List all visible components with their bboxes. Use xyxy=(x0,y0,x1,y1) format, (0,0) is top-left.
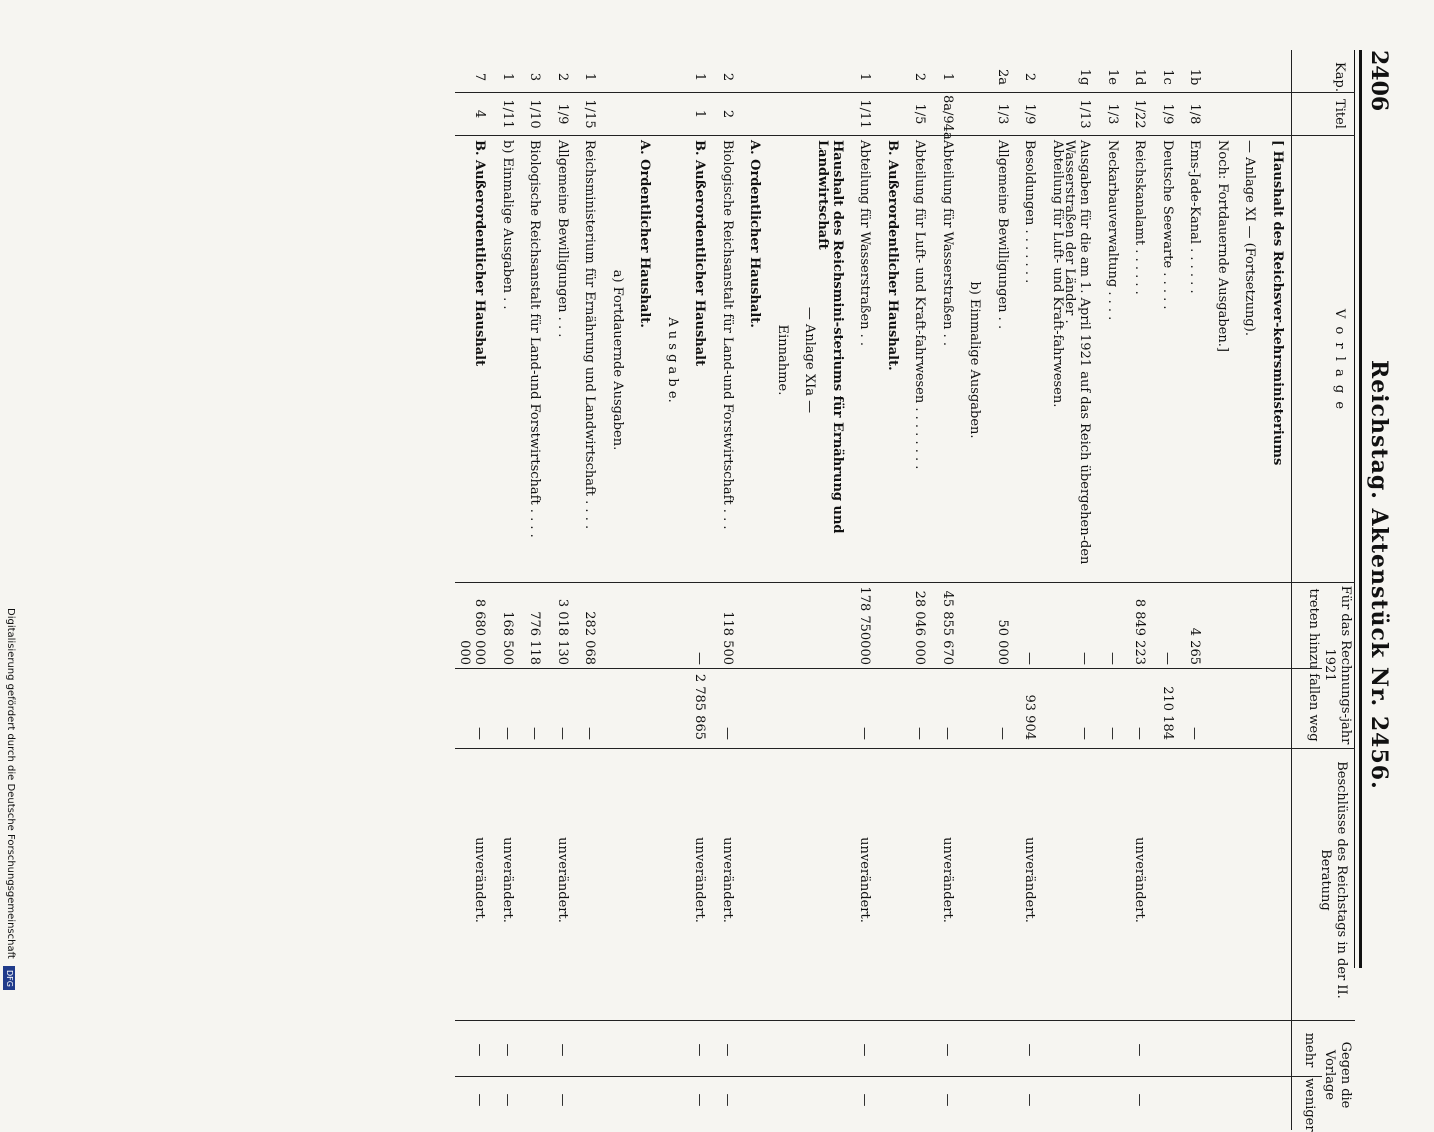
kap-cell: 2 xyxy=(912,72,928,82)
table-row xyxy=(961,0,983,1000)
kap-cell: 1g xyxy=(1077,68,1093,86)
table-row xyxy=(1263,0,1285,1000)
description-cell: Haushalt des Reichsmini-steriums für Ernährung und Landwirtschaft xyxy=(815,140,845,534)
amount-weg-cell: — xyxy=(1132,727,1148,740)
mehr-cell: — xyxy=(857,1043,873,1057)
description-cell: B. Außerordentlicher Haushalt xyxy=(472,140,488,367)
description-cell: Abteilung für Wasserstraßen . . xyxy=(857,140,873,347)
table-row xyxy=(493,0,515,1107)
dfg-logo: DFG xyxy=(3,966,15,990)
weniger-cell: — xyxy=(857,1093,873,1107)
page-number: 2406 xyxy=(1366,50,1392,112)
col-head-beschluesse: Beschlüsse des Reichstags in der II. Beratung xyxy=(1318,761,1349,999)
kap-cell: 1 xyxy=(692,72,708,82)
beschluss-cell: unverändert. xyxy=(500,837,515,923)
table-row xyxy=(686,0,708,1107)
page-title: Reichstag. Aktenstück Nr. 2456. xyxy=(1366,360,1392,790)
weniger-cell: — xyxy=(720,1093,735,1107)
weniger-cell: — xyxy=(500,1093,515,1107)
titel-cell: 4 xyxy=(472,109,488,119)
amount-weg-cell: — xyxy=(720,727,735,740)
weniger-cell: — xyxy=(555,1093,570,1107)
table-row xyxy=(1126,0,1148,1107)
beschluss-cell: unverändert. xyxy=(555,837,570,923)
beschluss-cell: unverändert. xyxy=(857,837,873,923)
kap-cell: 1 xyxy=(500,72,515,82)
kap-cell: 2a xyxy=(995,68,1010,86)
table-row xyxy=(658,0,680,1000)
kap-cell: 1 xyxy=(857,72,873,82)
description-cell: b) Einmalige Ausgaben. xyxy=(967,281,983,439)
top-rule xyxy=(1359,50,1362,968)
amount-hinzu-cell: — xyxy=(692,652,708,665)
table-row xyxy=(878,0,900,1000)
kap-cell: 2 xyxy=(555,72,570,82)
mehr-cell: — xyxy=(720,1043,735,1057)
amount-weg-cell: — xyxy=(857,727,873,740)
table-row xyxy=(1208,0,1230,1000)
weniger-cell: — xyxy=(472,1093,488,1107)
description-cell: Reichsministerium für Ernährung und Landwirtschaft . . . . xyxy=(582,140,598,530)
titel-cell: 1/22 xyxy=(1132,99,1148,129)
mehr-cell: — xyxy=(500,1043,515,1057)
description-cell: [ Haushalt des Reichsver-kehrsministeriums xyxy=(1270,140,1285,466)
titel-cell: 2 xyxy=(720,109,735,119)
kap-cell: 1 xyxy=(582,72,598,82)
table-row xyxy=(576,0,598,1000)
col-head-hinzu-weg: treten hinzu fallen weg xyxy=(1306,588,1321,742)
table-row xyxy=(1236,0,1258,1000)
table-row xyxy=(603,0,625,1000)
amount-weg-cell: — xyxy=(1077,727,1093,740)
table-row xyxy=(1043,0,1065,1000)
header-divider xyxy=(1291,50,1292,1130)
beschluss-cell: unverändert. xyxy=(472,837,488,923)
col-head-weniger: weniger xyxy=(1302,1078,1317,1132)
titel-cell: 1/11 xyxy=(500,99,515,129)
kap-cell: 7 xyxy=(472,72,488,82)
kap-cell: 1b xyxy=(1187,68,1203,86)
amount-hinzu-cell: — xyxy=(1022,652,1038,665)
top-rule-thin xyxy=(1354,50,1355,968)
credit-text: Digitalisierung gefördert durch die Deutsche Forschungsgemeinschaft xyxy=(5,608,16,959)
titel-cell: 1/3 xyxy=(995,103,1010,125)
kap-cell: 1d xyxy=(1132,68,1148,86)
description-cell: Besoldungen . . . . . . . xyxy=(1022,140,1038,284)
table-row xyxy=(851,0,873,1107)
amount-weg-cell: 2 785 865 xyxy=(692,673,708,740)
description-cell: A. Ordentlicher Haushalt. xyxy=(637,140,653,328)
mehr-cell: — xyxy=(555,1043,570,1057)
kap-cell: 2 xyxy=(720,72,735,82)
amount-hinzu-cell: 4 265 xyxy=(1187,627,1203,665)
titel-cell: 1/9 xyxy=(1022,103,1038,125)
amount-weg-cell: — xyxy=(995,727,1010,740)
mehr-cell: — xyxy=(472,1043,488,1057)
table-row xyxy=(1153,0,1175,1000)
amount-hinzu-cell: 118 500 xyxy=(720,611,735,665)
col-head-rechnungsjahr: Für das Rechnungs-jahr 1921 xyxy=(1322,585,1353,745)
col-head-mehr: mehr xyxy=(1302,1032,1317,1068)
weniger-cell: — xyxy=(1132,1093,1148,1107)
kap-cell: 2 xyxy=(1022,72,1038,82)
titel-cell: 1/9 xyxy=(1160,103,1175,125)
table-row xyxy=(1016,0,1038,1107)
titel-cell: 1/5 xyxy=(912,103,928,125)
kap-cell: 1e xyxy=(1105,69,1120,85)
beschluss-cell: unverändert. xyxy=(1022,837,1038,923)
mehr-cell: — xyxy=(1132,1043,1148,1057)
titel-cell: 8a/94a xyxy=(940,95,955,140)
beschluss-cell: unverändert. xyxy=(720,837,735,923)
table-row xyxy=(457,0,488,1107)
amount-weg-cell: — xyxy=(582,727,598,740)
beschluss-cell: unverändert. xyxy=(692,837,708,923)
rotated-document-page xyxy=(17,0,1417,1132)
amount-weg-cell: 93 904 xyxy=(1022,694,1038,740)
weniger-cell: — xyxy=(1022,1093,1038,1107)
titel-cell: 1 xyxy=(692,109,708,119)
col-head-titel: Titel xyxy=(1332,99,1347,129)
beschluss-cell: unverändert. xyxy=(940,837,955,923)
description-cell: Abteilung für Wasserstraßen . . xyxy=(940,140,955,347)
amount-hinzu-cell: — xyxy=(1160,652,1175,665)
amount-hinzu-cell: 776 118 xyxy=(527,611,543,665)
titel-cell: 1/10 xyxy=(527,99,543,129)
description-cell: Einnahme. xyxy=(775,324,790,396)
table-row xyxy=(933,0,955,1107)
amount-hinzu-cell: 178 750000 xyxy=(857,586,873,665)
amount-hinzu-cell: 45 855 670 xyxy=(940,590,955,665)
amount-hinzu-cell: — xyxy=(1105,652,1120,665)
col-divider xyxy=(455,1020,1355,1021)
amount-weg-cell: 210 184 xyxy=(1160,686,1175,740)
col-head-kap: Kap. xyxy=(1332,62,1347,92)
amount-hinzu-cell: 3 018 130 xyxy=(555,598,570,665)
description-cell: Deutsche Seewarte . . . . . xyxy=(1160,140,1175,310)
table-row xyxy=(1062,0,1093,1000)
description-cell: A. Ordentlicher Haushalt. xyxy=(747,140,763,328)
beschluss-cell: unverändert. xyxy=(1132,837,1148,923)
kap-cell: 1 xyxy=(940,72,955,82)
description-cell: Biologische Reichsanstalt für Land-und Forstwirtschaft . . . xyxy=(720,140,735,530)
amount-hinzu-cell: — xyxy=(1077,652,1093,665)
titel-cell: 1/11 xyxy=(857,99,873,129)
col-head-gegen: Gegen die Vorlage xyxy=(1322,1041,1353,1109)
description-cell: A u s g a b e. xyxy=(665,317,680,403)
amount-hinzu-cell: 282 068 xyxy=(582,611,598,665)
table-row xyxy=(1181,0,1203,1000)
description-cell: Abteilung für Luft- und Kraft-fahrwesen. xyxy=(1050,140,1065,408)
amount-hinzu-cell: 8 849 223 xyxy=(1132,598,1148,665)
description-cell: Noch: Fortdauernde Ausgaben.] xyxy=(1215,140,1230,352)
amount-weg-cell: — xyxy=(940,727,955,740)
table-row xyxy=(631,0,653,1000)
description-cell: Abteilung für Luft- und Kraft-fahrwesen . . . . . . . . xyxy=(912,140,928,470)
weniger-cell: — xyxy=(692,1093,708,1107)
description-cell: Allgemeine Bewilligungen . . . xyxy=(555,140,570,338)
titel-cell: 1/13 xyxy=(1077,99,1093,129)
amount-weg-cell: — xyxy=(912,727,928,740)
description-cell: a) Fortdauernde Ausgaben. xyxy=(610,269,625,451)
table-row xyxy=(1098,0,1120,1000)
titel-cell: 1/15 xyxy=(582,99,598,129)
table-row xyxy=(768,0,790,1000)
col-head-vorlage: V o r l a g e xyxy=(1332,308,1347,412)
mehr-cell: — xyxy=(940,1043,955,1057)
description-cell: Ems-Jade-Kanal . . . . . . xyxy=(1187,140,1203,294)
description-cell: B. Außerordentlicher Haushalt. xyxy=(885,140,900,371)
kap-cell: 3 xyxy=(527,72,543,82)
amount-weg-cell: — xyxy=(472,727,488,740)
table-row xyxy=(988,0,1010,1000)
col-divider xyxy=(455,1076,1322,1077)
description-cell: — Anlage XI — (Fortsetzung). xyxy=(1242,140,1258,336)
description-cell: Allgemeine Bewilligungen . . xyxy=(995,140,1010,330)
titel-cell: 1/8 xyxy=(1187,103,1203,125)
mehr-cell: — xyxy=(1022,1043,1038,1057)
amount-hinzu-cell: 168 500 xyxy=(500,611,515,665)
description-cell: B. Außerordentlicher Haushalt xyxy=(692,140,708,367)
description-cell: Reichskanalamt . . . . . . xyxy=(1132,140,1148,295)
description-cell: Biologische Reichsanstalt für Land-und Forstwirtschaft . . . . xyxy=(527,140,543,538)
mehr-cell: — xyxy=(692,1043,708,1057)
table-row xyxy=(521,0,543,1000)
description-cell: — Anlage XIa — xyxy=(802,306,818,414)
titel-cell: 1/3 xyxy=(1105,103,1120,125)
description-cell: b) Einmalige Ausgaben . . xyxy=(500,140,515,310)
table-row xyxy=(741,0,763,1000)
digitization-credit xyxy=(2,608,18,992)
titel-cell: 1/9 xyxy=(555,103,570,125)
amount-weg-cell: — xyxy=(1105,727,1120,740)
description-cell: Neckarbauverwaltung . . . . xyxy=(1105,140,1120,321)
weniger-cell: — xyxy=(940,1093,955,1107)
amount-weg-cell: — xyxy=(527,727,543,740)
table-row xyxy=(713,0,735,1107)
amount-weg-cell: — xyxy=(1187,727,1203,740)
table-row xyxy=(906,0,928,1000)
amount-weg-cell: — xyxy=(500,727,515,740)
kap-cell: 1c xyxy=(1160,69,1175,85)
amount-hinzu-cell: 8 680 000 000 xyxy=(457,598,488,665)
amount-weg-cell: — xyxy=(555,727,570,740)
amount-hinzu-cell: 28 046 000 xyxy=(912,590,928,665)
table-row xyxy=(548,0,570,1107)
table-row xyxy=(796,0,818,1000)
amount-hinzu-cell: 50 000 xyxy=(995,619,1010,665)
description-cell: Ausgaben für die am 1. April 1921 auf das Reich übergehen-den Wasserstraßen der Länder . xyxy=(1062,140,1093,565)
table-row xyxy=(815,0,845,1000)
